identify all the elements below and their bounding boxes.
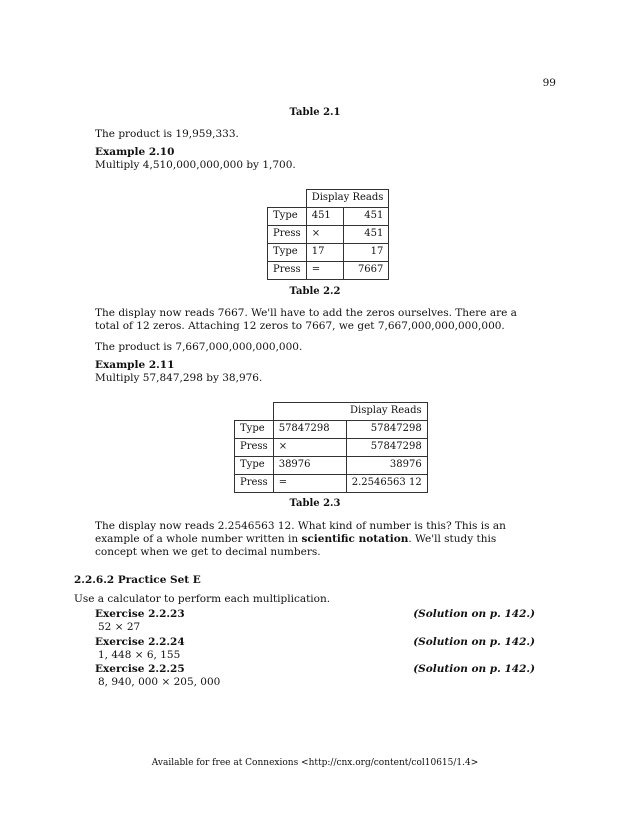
exercise-expression: 8, 940, 000 × 205, 000: [98, 676, 221, 688]
table-row: Type 38976 38976: [235, 457, 428, 475]
display-table-2-3: [234, 402, 428, 493]
table-caption-2-2: Table 2.2: [289, 286, 341, 297]
solution-link[interactable]: (Solution on p. 142.): [413, 663, 535, 675]
example-2-10-title: Example 2.10: [95, 146, 175, 158]
solution-link[interactable]: (Solution on p. 142.): [413, 636, 535, 648]
paragraph-scientific-notation: The display now reads 2.2546563 12. What kind of number is this? This is an example of a whole number written in scientific notation. We'll study this concept when we get to decimal numbers.: [95, 520, 506, 559]
product-statement-1: The product is 19,959,333.: [95, 128, 239, 140]
example-2-10-text: Multiply 4,510,000,000,000 by 1,700.: [95, 159, 296, 171]
section-intro: Use a calculator to perform each multiplication.: [74, 593, 331, 605]
exercise-expression: 52 × 27: [98, 621, 141, 633]
table-row: Press = 2.2546563 12: [235, 475, 428, 493]
product-statement-2: The product is 7,667,000,000,000,000.: [95, 341, 303, 353]
section-title: 2.2.6.2 Practice Set E: [74, 574, 201, 586]
table-row: Press = 7667: [268, 262, 389, 280]
paragraph-display-7667: The display now reads 7667. We'll have to add the zeros ourselves. There are a total of 12 zeros. Attaching 12 zeros to 7667, we get 7,667,000,000,000,000.: [95, 307, 517, 333]
exercise-title: Exercise 2.2.25: [95, 663, 185, 675]
exercise-title: Exercise 2.2.24: [95, 636, 185, 648]
table-header: Display Reads: [273, 403, 427, 421]
exercise-expression: 1, 448 × 6, 155: [98, 649, 181, 661]
table-caption-2-3: Table 2.3: [289, 498, 341, 509]
example-2-11-title: Example 2.11: [95, 359, 175, 371]
table-row: Type 451 451: [268, 208, 389, 226]
exercise-title: Exercise 2.2.23: [95, 608, 185, 620]
table-row: Type 17 17: [268, 244, 389, 262]
page-footer: Available for free at Connexions <http://cnx.org/content/col10615/1.4>: [151, 758, 479, 768]
table-header: Display Reads: [306, 190, 389, 208]
table-row: Press × 57847298: [235, 439, 428, 457]
example-2-11-text: Multiply 57,847,298 by 38,976.: [95, 372, 263, 384]
scientific-notation-term: scientific notation: [301, 533, 409, 546]
solution-link[interactable]: (Solution on p. 142.): [413, 608, 535, 620]
table-row: Press × 451: [268, 226, 389, 244]
table-caption-2-1: Table 2.1: [289, 107, 341, 118]
display-table-2-2: [267, 189, 389, 280]
table-row: Type 57847298 57847298: [235, 421, 428, 439]
page-number: 99: [542, 77, 556, 89]
